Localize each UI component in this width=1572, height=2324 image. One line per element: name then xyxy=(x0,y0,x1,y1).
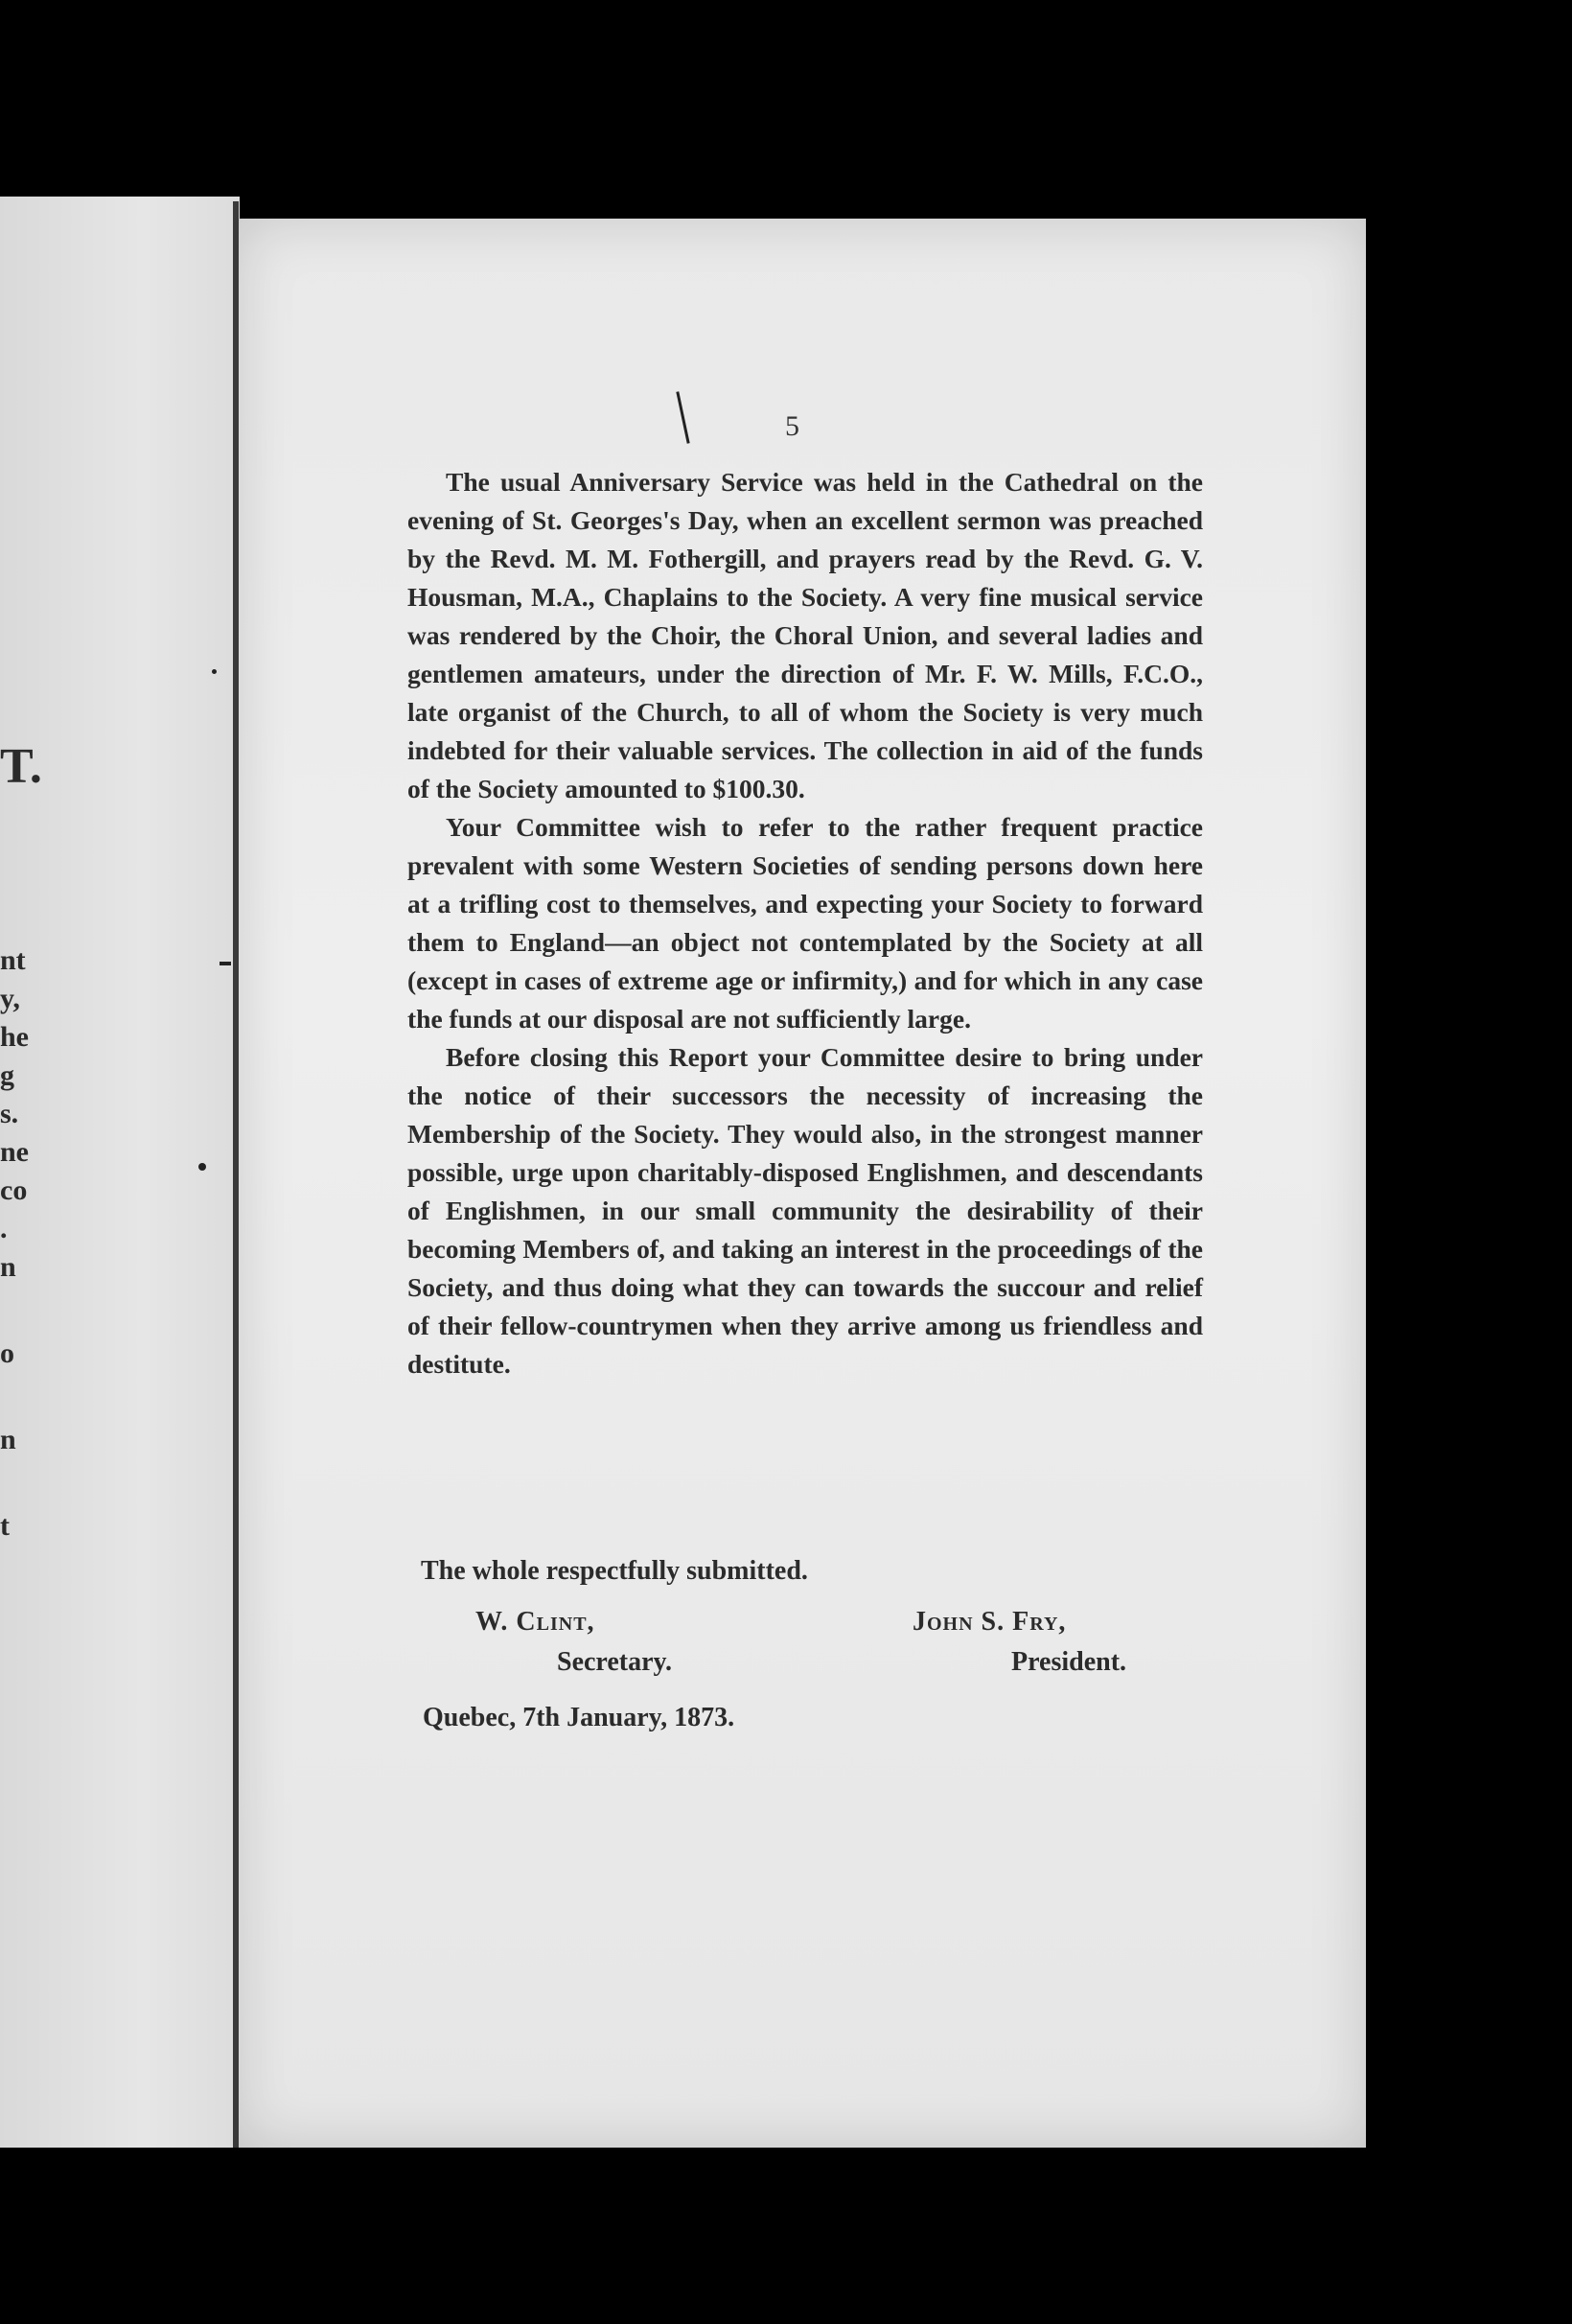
document-page xyxy=(239,219,1366,2148)
report-body xyxy=(407,463,1203,1383)
previous-page-text-fragment: . xyxy=(0,1213,8,1244)
dateline: Quebec, 7th January, 1873. xyxy=(423,1703,735,1732)
paragraph-anniversary-service: The usual Anniversary Service was held in the Cathedral on the evening of St. Georges's Day, when an excellent sermon was preached by the Revd. M. M. Fothergill, and prayers read by the Revd. G. V. Housman, M.A., Chaplains to the Society. A very fine musical service was rendered by the Choir, the Choral Union, and several ladies and gentlemen amateurs, under the direction of Mr. F. W. Mills, F.C.O., late organist of the Church, to all of whom the Society is very much indebted for their valuable services. The collection in aid of the funds of the Society amounted to $100.30. xyxy=(407,467,1203,803)
previous-page-text-fragment: he xyxy=(0,1021,29,1053)
president-title: President. xyxy=(1011,1647,1127,1677)
page-number: 5 xyxy=(785,410,799,442)
paragraph-membership-appeal: Before closing this Report your Committee desire to bring under the notice of their successors the necessity of increasing the Membership of the Society. They would also, in the strongest manner possible, urge upon charitably-disposed Englishmen, and descendants of Englishmen, in our small community the desirability of their becoming Members of, and taking an interest in the proceedings of the Society, and thus doing what they can towards the succour and relief of their fellow-countrymen when they arrive among us friendless and destitute. xyxy=(407,1042,1203,1379)
previous-page-text-fragment: s. xyxy=(0,1098,19,1129)
previous-page-text-fragment: co xyxy=(0,1174,28,1206)
previous-page-text-fragment: T. xyxy=(0,739,42,794)
previous-page-text-fragment: nt xyxy=(0,944,26,976)
previous-page-text-fragment: n xyxy=(0,1251,16,1283)
scan-mark-dot xyxy=(212,669,217,674)
previous-page-text-fragment: y, xyxy=(0,983,20,1014)
previous-page-text-fragment: o xyxy=(0,1337,14,1369)
secretary-title: Secretary. xyxy=(557,1647,672,1677)
scan-mark-dot xyxy=(198,1163,206,1171)
scan-mark-dot xyxy=(220,962,231,965)
previous-page-fragment xyxy=(0,197,240,2148)
previous-page-text-fragment: t xyxy=(0,1510,10,1542)
previous-page-text-fragment: n xyxy=(0,1424,16,1455)
previous-page-text-fragment: ne xyxy=(0,1136,29,1168)
previous-page-text-fragment: g xyxy=(0,1059,14,1091)
secretary-name: W. Clint, xyxy=(475,1607,595,1637)
closing-statement: The whole respectfully submitted. xyxy=(421,1556,808,1586)
paragraph-western-societies: Your Committee wish to refer to the rather frequent practice prevalent with some Western Societies of sending persons down here at a trifling cost to themselves, and expecting your Society to forward them to England—an object not contemplated by the Society at all (except in cases of extreme age or infirmity,) and for which in any case the funds at our disposal are not sufficiently large. xyxy=(407,812,1203,1034)
scan-mark-stroke xyxy=(676,391,689,443)
president-name: John S. Fry, xyxy=(913,1607,1067,1637)
